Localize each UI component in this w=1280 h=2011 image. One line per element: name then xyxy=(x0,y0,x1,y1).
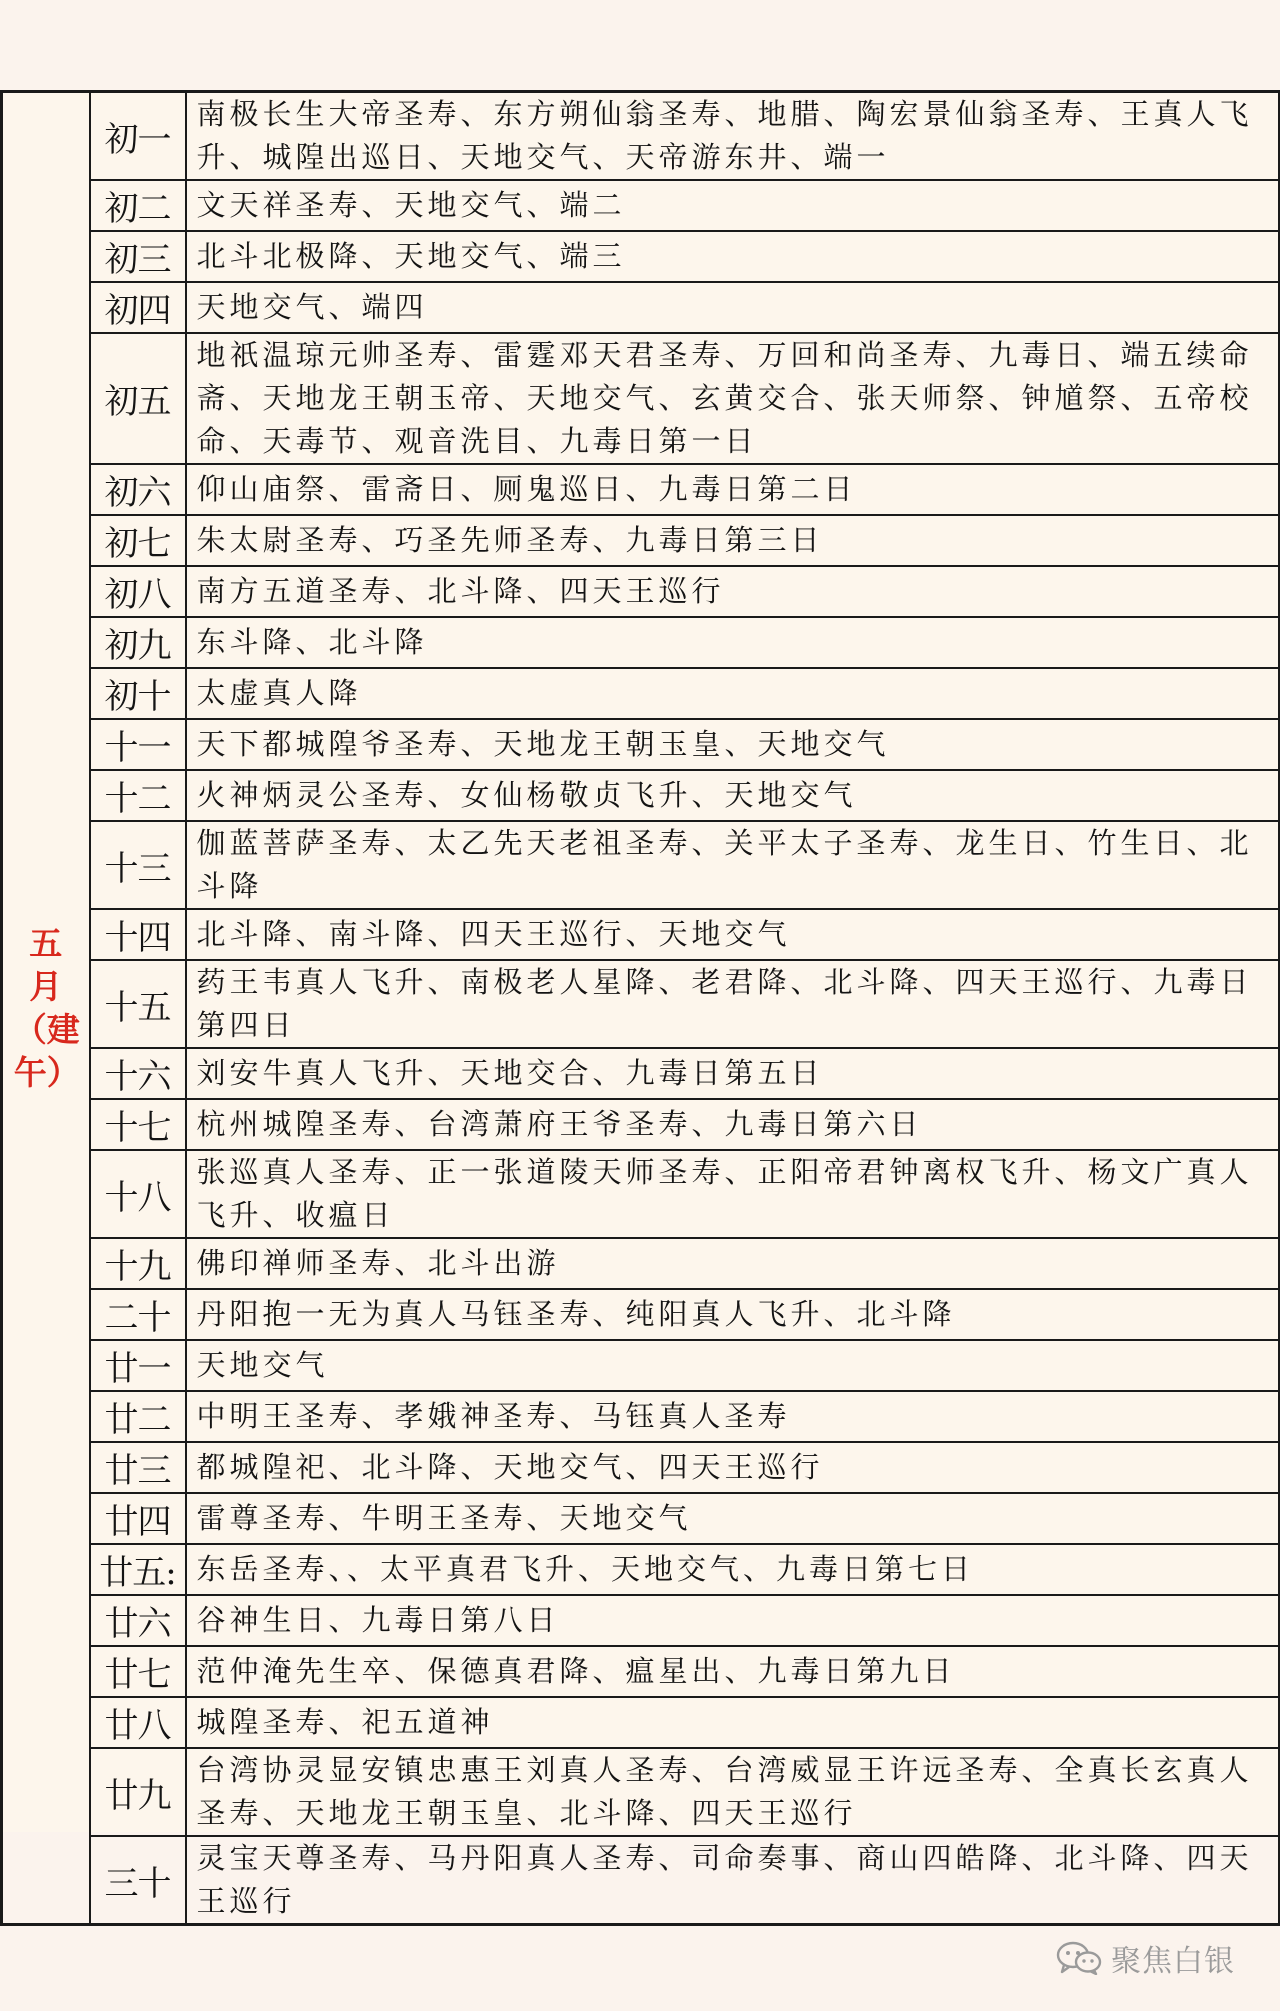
table-row xyxy=(2,1646,1280,1697)
day-label: 廿一 xyxy=(90,1340,186,1391)
table-row xyxy=(2,1544,1280,1595)
table-row xyxy=(2,1048,1280,1099)
day-label: 初七 xyxy=(90,515,186,566)
day-label: 十一 xyxy=(90,719,186,770)
day-events: 太虚真人降 xyxy=(186,668,1280,719)
table-row xyxy=(2,464,1280,515)
table-row xyxy=(2,180,1280,231)
table-row xyxy=(2,92,1280,181)
table-row xyxy=(2,719,1280,770)
day-label: 初五 xyxy=(90,333,186,464)
table-row xyxy=(2,668,1280,719)
day-events: 文天祥圣寿、天地交气、端二 xyxy=(186,180,1280,231)
day-label: 十三 xyxy=(90,821,186,909)
day-events: 佛印禅师圣寿、北斗出游 xyxy=(186,1238,1280,1289)
month-label: 五月（建午） xyxy=(13,924,80,1092)
day-events: 火神炳灵公圣寿、女仙杨敬贞飞升、天地交气 xyxy=(186,770,1280,821)
table-row xyxy=(2,1697,1280,1748)
day-label: 初六 xyxy=(90,464,186,515)
month-cell xyxy=(2,92,90,1925)
table-row xyxy=(2,821,1280,909)
day-events: 北斗降、南斗降、四天王巡行、天地交气 xyxy=(186,909,1280,960)
table-row xyxy=(2,1238,1280,1289)
day-events: 谷神生日、九毒日第八日 xyxy=(186,1595,1280,1646)
day-events: 刘安牛真人飞升、天地交合、九毒日第五日 xyxy=(186,1048,1280,1099)
day-label: 廿六 xyxy=(90,1595,186,1646)
table-row xyxy=(2,1340,1280,1391)
day-events: 朱太尉圣寿、巧圣先师圣寿、九毒日第三日 xyxy=(186,515,1280,566)
day-label: 十九 xyxy=(90,1238,186,1289)
table-row xyxy=(2,566,1280,617)
table-row xyxy=(2,1289,1280,1340)
day-label: 廿五: xyxy=(90,1544,186,1595)
day-label: 十八 xyxy=(90,1150,186,1238)
day-events: 天地交气 xyxy=(186,1340,1280,1391)
day-events: 丹阳抱一无为真人马钰圣寿、纯阳真人飞升、北斗降 xyxy=(186,1289,1280,1340)
table-row xyxy=(2,770,1280,821)
day-label: 初八 xyxy=(90,566,186,617)
day-events: 药王韦真人飞升、南极老人星降、老君降、北斗降、四天王巡行、九毒日第四日 xyxy=(186,960,1280,1048)
day-events: 灵宝天尊圣寿、马丹阳真人圣寿、司命奏事、商山四皓降、北斗降、四天王巡行 xyxy=(186,1836,1280,1925)
day-events: 南方五道圣寿、北斗降、四天王巡行 xyxy=(186,566,1280,617)
wechat-icon xyxy=(1055,1941,1103,1975)
day-events: 东斗降、北斗降 xyxy=(186,617,1280,668)
day-events: 张巡真人圣寿、正一张道陵天师圣寿、正阳帝君钟离权飞升、杨文广真人飞升、收瘟日 xyxy=(186,1150,1280,1238)
table-row xyxy=(2,1391,1280,1442)
table-row xyxy=(2,333,1280,464)
table-row xyxy=(2,960,1280,1048)
day-label: 廿三 xyxy=(90,1442,186,1493)
day-label: 廿四 xyxy=(90,1493,186,1544)
day-events: 雷尊圣寿、牛明王圣寿、天地交气 xyxy=(186,1493,1280,1544)
table-row xyxy=(2,1442,1280,1493)
day-events: 城隍圣寿、祀五道神 xyxy=(186,1697,1280,1748)
day-events: 天地交气、端四 xyxy=(186,282,1280,333)
day-label: 初四 xyxy=(90,282,186,333)
watermark-text: 聚焦白银 xyxy=(1111,1944,1235,1979)
day-label: 初一 xyxy=(90,92,186,181)
day-events: 台湾协灵显安镇忠惠王刘真人圣寿、台湾威显王许远圣寿、全真长玄真人圣寿、天地龙王朝玉皇、北斗降、四天王巡行 xyxy=(186,1748,1280,1836)
day-label: 三十 xyxy=(90,1836,186,1925)
day-events: 南极长生大帝圣寿、东方朔仙翁圣寿、地腊、陶宏景仙翁圣寿、王真人飞升、城隍出巡日、天地交气、天帝游东井、端一 xyxy=(186,92,1280,181)
day-events: 东岳圣寿、、太平真君飞升、天地交气、九毒日第七日 xyxy=(186,1544,1280,1595)
day-label: 十四 xyxy=(90,909,186,960)
table-row xyxy=(2,1099,1280,1150)
table-row xyxy=(2,1150,1280,1238)
day-label: 廿九 xyxy=(90,1748,186,1836)
day-label: 廿七 xyxy=(90,1646,186,1697)
day-label: 初三 xyxy=(90,231,186,282)
table-row xyxy=(2,515,1280,566)
day-events: 伽蓝菩萨圣寿、太乙先天老祖圣寿、关平太子圣寿、龙生日、竹生日、北斗降 xyxy=(186,821,1280,909)
day-label: 初九 xyxy=(90,617,186,668)
table-row xyxy=(2,909,1280,960)
day-label: 十七 xyxy=(90,1099,186,1150)
day-events: 仰山庙祭、雷斋日、厕鬼巡日、九毒日第二日 xyxy=(186,464,1280,515)
day-events: 都城隍祀、北斗降、天地交气、四天王巡行 xyxy=(186,1442,1280,1493)
day-label: 廿二 xyxy=(90,1391,186,1442)
table-row xyxy=(2,282,1280,333)
almanac-table xyxy=(0,90,1280,1926)
table-row xyxy=(2,1493,1280,1544)
day-label: 十二 xyxy=(90,770,186,821)
day-label: 廿八 xyxy=(90,1697,186,1748)
table-row xyxy=(2,231,1280,282)
day-events: 范仲淹先生卒、保德真君降、瘟星出、九毒日第九日 xyxy=(186,1646,1280,1697)
day-events: 地祇温琼元帅圣寿、雷霆邓天君圣寿、万回和尚圣寿、九毒日、端五续命斋、天地龙王朝玉帝、天地交气、玄黄交合、张天师祭、钟馗祭、五帝校命、天毒节、观音洗目、九毒日第一日 xyxy=(186,333,1280,464)
day-events: 北斗北极降、天地交气、端三 xyxy=(186,231,1280,282)
day-events: 杭州城隍圣寿、台湾萧府王爷圣寿、九毒日第六日 xyxy=(186,1099,1280,1150)
day-label: 十五 xyxy=(90,960,186,1048)
day-events: 中明王圣寿、孝娥神圣寿、马钰真人圣寿 xyxy=(186,1391,1280,1442)
day-label: 二十 xyxy=(90,1289,186,1340)
table-row xyxy=(2,1748,1280,1836)
table-row xyxy=(2,1836,1280,1925)
day-label: 十六 xyxy=(90,1048,186,1099)
day-label: 初二 xyxy=(90,180,186,231)
day-events: 天下都城隍爷圣寿、天地龙王朝玉皇、天地交气 xyxy=(186,719,1280,770)
table-row xyxy=(2,1595,1280,1646)
table-row xyxy=(2,617,1280,668)
almanac-sheet xyxy=(0,90,1278,1918)
watermark xyxy=(1055,1940,1235,1979)
day-label: 初十 xyxy=(90,668,186,719)
